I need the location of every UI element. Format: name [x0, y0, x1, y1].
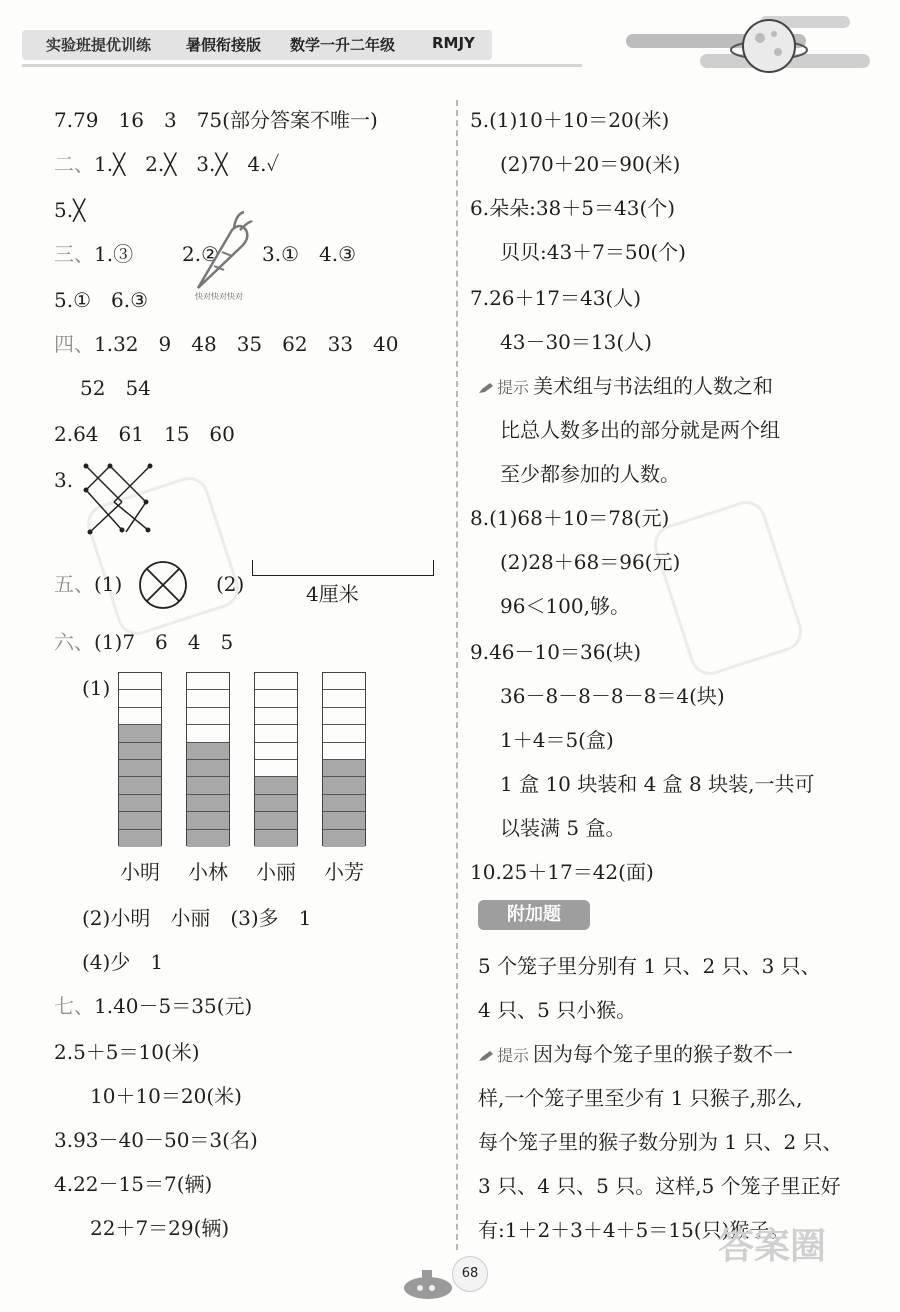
header-rule — [22, 64, 582, 67]
answer-line: 22＋7＝29(辆) — [90, 1216, 230, 1240]
circle-cross-diagram — [138, 560, 188, 610]
answer-text: (1) — [94, 572, 123, 596]
answer-line — [54, 574, 122, 594]
line-segment — [252, 560, 434, 576]
answer-line: 10＋10＝20(米) — [90, 1084, 242, 1108]
answer-text: (1)7 6 4 5 — [94, 630, 234, 654]
answer-line — [54, 996, 252, 1016]
answer-line: (4)少 1 — [82, 950, 164, 974]
answer-line: 以装满 5 盒。 — [500, 816, 626, 840]
book-edition: 暑假衔接版 — [186, 36, 262, 54]
answer-line: 4 只、5 只小猴。 — [478, 998, 637, 1022]
tip-line: 至少都参加的人数。 — [500, 462, 680, 486]
tip-line: 有:1＋2＋3＋4＋5＝15(只)猴子。 — [478, 1218, 790, 1242]
bar-cell-empty — [119, 673, 161, 690]
answer-line: 7.79 16 3 75(部分答案不唯一) — [54, 108, 378, 132]
bar-category-label: 小明 — [120, 860, 160, 884]
chart-label: (1) — [82, 676, 111, 700]
bar-cell-filled — [323, 777, 365, 794]
bar-cell-filled — [323, 830, 365, 847]
bar-cell-filled — [119, 743, 161, 760]
bar-cell-filled — [119, 725, 161, 742]
section-label: 七、 — [54, 994, 94, 1018]
bar-cell-empty — [255, 673, 297, 690]
answer-line: 6.朵朵:38＋5＝43(个) — [470, 196, 676, 220]
bar-category-label: 小林 — [188, 860, 228, 884]
answer-line: 1＋4＝5(盒) — [500, 728, 614, 752]
book-brand: 实验班提优训练 — [46, 36, 152, 54]
answer-line — [54, 154, 279, 174]
bar-cell-empty — [119, 708, 161, 725]
bar-cell-empty — [323, 743, 365, 760]
bar-cell-empty — [255, 725, 297, 742]
tip-text: 美术组与书法组的人数之和 — [533, 374, 774, 398]
answer-text: 1.40－5＝35(元) — [94, 994, 253, 1018]
answer-line: 3. — [54, 468, 74, 492]
bar-cell-empty — [323, 725, 365, 742]
answer-line: 5.(1)10＋10＝20(米) — [470, 108, 670, 132]
bar-cell-filled — [119, 760, 161, 777]
section-label: 四、 — [54, 332, 94, 356]
answer-line: 9.46－10＝36(块) — [470, 640, 642, 664]
tip-line: 每个笼子里的猴子数分别为 1 只、2 只、 — [478, 1130, 843, 1154]
bar-cell-filled — [187, 812, 229, 829]
bar-cell-filled — [187, 760, 229, 777]
answer-line: 96＜100,够。 — [500, 594, 630, 618]
bonus-section-tag: 附加题 — [478, 900, 590, 930]
answer-text: 1.╳ 2.╳ 3.╳ 4.✓ — [94, 152, 280, 176]
bar-cell-empty — [255, 760, 297, 777]
bar-cell-filled — [187, 795, 229, 812]
answer-line — [54, 334, 399, 354]
answer-line: 7.26＋17＝43(人) — [470, 286, 642, 310]
answer-line: (2)70＋20＝90(米) — [500, 152, 681, 176]
tip-line: 3 只、4 只、5 只。这样,5 个笼子里正好 — [478, 1174, 841, 1198]
answer-line: 52 54 — [80, 376, 151, 400]
answer-line: (2) — [216, 572, 245, 596]
carrot-icon — [184, 208, 254, 294]
line-network-diagram — [80, 460, 160, 536]
tip-label: 提示 — [497, 378, 530, 397]
tip-line — [478, 376, 773, 396]
answer-line: (2)小明 小丽 (3)多 1 — [82, 906, 312, 930]
section-label: 三、 — [54, 242, 94, 266]
bar-cell-filled — [187, 743, 229, 760]
bar-cell-filled — [255, 812, 297, 829]
section-label: 六、 — [54, 630, 94, 654]
bar-column — [186, 672, 230, 846]
submarine-icon — [402, 1262, 456, 1302]
bar-cell-filled — [255, 777, 297, 794]
answer-line: 43－30＝13(人) — [500, 330, 652, 354]
answer-line: 10.25＋17＝42(面) — [470, 860, 654, 884]
answer-text: 1.③ — [94, 242, 134, 266]
bar-cell-empty — [119, 690, 161, 707]
bar-cell-filled — [255, 795, 297, 812]
answer-line: 3.93－40－50＝3(名) — [54, 1128, 258, 1152]
bar-cell-empty — [255, 743, 297, 760]
bar-cell-filled — [323, 760, 365, 777]
bar-cell-empty — [255, 690, 297, 707]
answer-line: 3.① 4.③ — [262, 242, 357, 266]
tip-text: 因为每个笼子里的猴子数不一 — [533, 1042, 794, 1066]
answer-line: 贝贝:43＋7＝50(个) — [500, 240, 686, 264]
tip-line — [478, 1044, 793, 1064]
page-number: 68 — [452, 1256, 488, 1292]
bar-cell-empty — [323, 690, 365, 707]
bar-cell-empty — [187, 725, 229, 742]
bar-cell-filled — [187, 830, 229, 847]
bar-cell-filled — [119, 777, 161, 794]
answer-line: 2.② — [182, 242, 220, 266]
bar-column — [254, 672, 298, 846]
answer-line: 2.5＋5＝10(米) — [54, 1040, 200, 1064]
bar-column — [118, 672, 162, 846]
pencil-icon — [478, 382, 494, 394]
bar-cell-filled — [119, 830, 161, 847]
bar-cell-filled — [187, 777, 229, 794]
answer-line: 5.① 6.③ — [54, 288, 149, 312]
answer-line: 5 个笼子里分别有 1 只、2 只、3 只、 — [478, 954, 821, 978]
watermark-frame — [649, 496, 808, 680]
section-label: 五、 — [54, 572, 94, 596]
answer-line: 36－8－8－8－8＝4(块) — [500, 684, 725, 708]
answer-line: 8.(1)68＋10＝78(元) — [470, 506, 670, 530]
bar-cell-filled — [119, 812, 161, 829]
section-label: 二、 — [54, 152, 94, 176]
answer-line — [54, 244, 133, 264]
book-code: RMJY — [432, 34, 475, 52]
answer-line: 1 盒 10 块装和 4 盒 8 块装,一共可 — [500, 772, 815, 796]
book-subject: 数学一升二年级 — [290, 36, 396, 54]
answer-line: (2)28＋68＝96(元) — [500, 550, 681, 574]
bar-cell-empty — [187, 690, 229, 707]
ruler-label: 4厘米 — [306, 582, 359, 606]
bar-cell-filled — [323, 795, 365, 812]
tip-label: 提示 — [497, 1046, 530, 1065]
tip-line: 样,一个笼子里至少有 1 只猴子,那么, — [478, 1086, 803, 1110]
bar-category-label: 小芳 — [324, 860, 364, 884]
answer-line — [54, 632, 233, 652]
bar-chart — [118, 672, 378, 884]
bar-cell-empty — [187, 708, 229, 725]
answer-line: 2.64 61 15 60 — [54, 422, 235, 446]
bar-cell-filled — [255, 830, 297, 847]
pencil-icon — [478, 1050, 494, 1062]
bar-column — [322, 672, 366, 846]
bar-cell-filled — [323, 812, 365, 829]
bar-category-label: 小丽 — [256, 860, 296, 884]
bar-cell-empty — [323, 708, 365, 725]
stamp-text: 快对快对快对 — [195, 292, 243, 301]
answer-line: 4.22－15＝7(辆) — [54, 1172, 213, 1196]
tip-line: 比总人数多出的部分就是两个组 — [500, 418, 780, 442]
bar-cell-empty — [255, 708, 297, 725]
bar-cell-empty — [187, 673, 229, 690]
bar-cell-filled — [119, 795, 161, 812]
planet-icon — [730, 12, 808, 82]
bar-cell-empty — [323, 673, 365, 690]
answer-text: 1.32 9 48 35 62 33 40 — [94, 332, 399, 356]
answer-line: 5.╳ — [54, 198, 86, 222]
corner-watermark: 答案圈 — [718, 1226, 827, 1267]
column-divider — [456, 100, 458, 1250]
page-header — [0, 0, 900, 92]
